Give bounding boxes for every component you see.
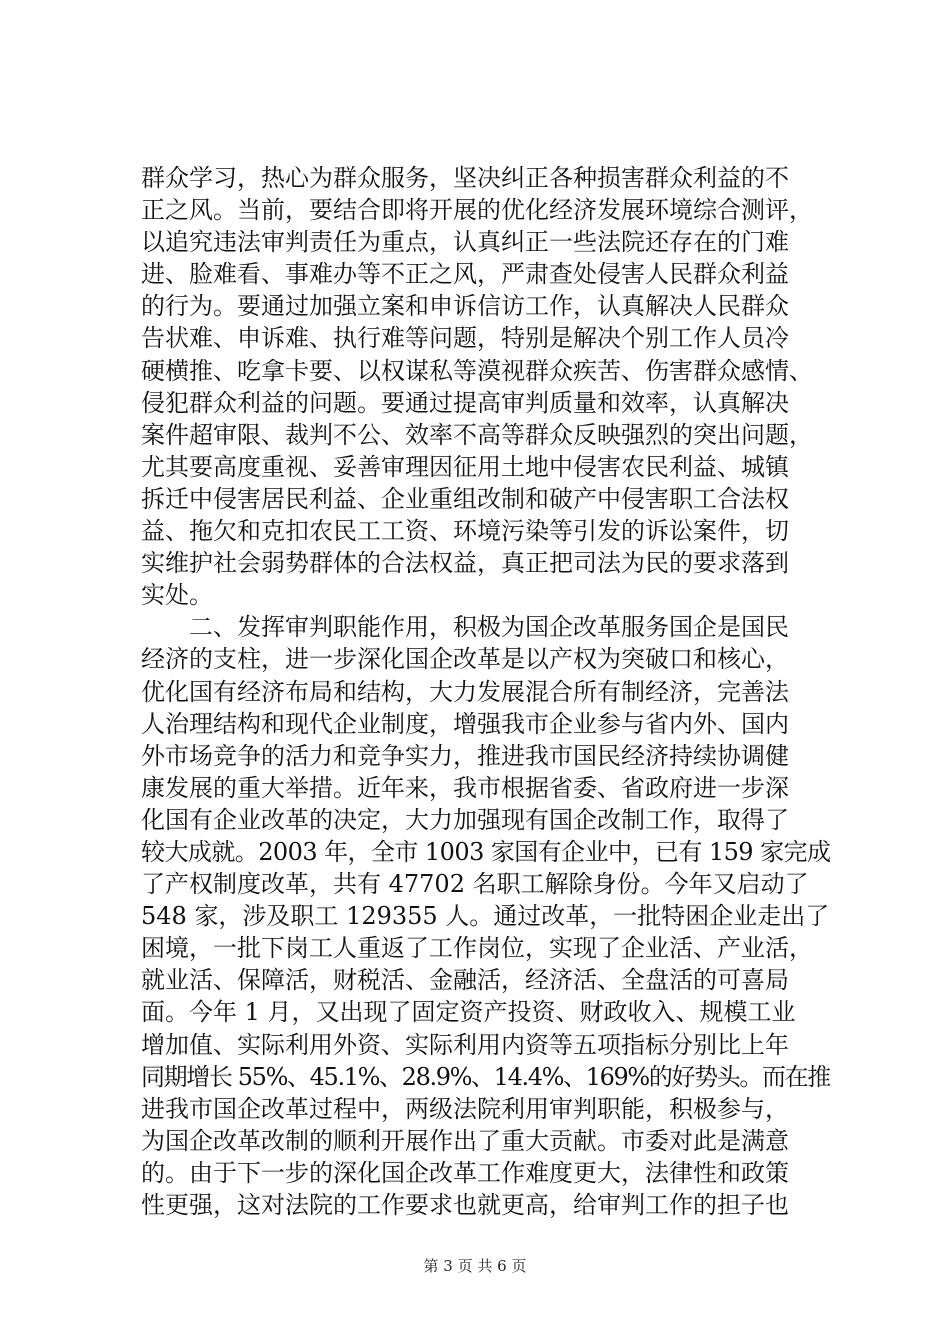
text-line: 益、拖欠和克扣农民工工资、环境污染等引发的诉讼案件，切 xyxy=(141,517,789,546)
text-line: 548 家，涉及职工 129355 人。通过改革，一批特困企业走出了 xyxy=(141,902,830,931)
body-text xyxy=(141,162,831,1221)
text-line: 实维护社会弱势群体的合法权益，真正把司法为民的要求落到 xyxy=(141,549,789,578)
text-line: 经济的支柱，进一步深化国企改革是以产权为突破口和核心， xyxy=(141,645,789,674)
text-line: 尤其要高度重视、妥善审理因征用土地中侵害农民利益、城镇 xyxy=(141,452,789,481)
text-line: 为国企改革改制的顺利开展作出了重大贡献。市委对此是满意 xyxy=(141,1126,789,1155)
text-line: 就业活、保障活，财税活、金融活，经济活、全盘活的可喜局 xyxy=(141,966,789,995)
text-line: 性更强，这对法院的工作要求也就更高，给审判工作的担子也 xyxy=(141,1191,789,1219)
page-footer: 第 3 页 共 6 页 xyxy=(423,1257,527,1275)
text-line: 优化国有经济布局和结构，大力发展混合所有制经济，完善法 xyxy=(141,677,789,706)
text-line: 侵犯群众利益的问题。要通过提高审判质量和效率，认真解决 xyxy=(141,388,789,417)
text-line: 拆迁中侵害居民利益、企业重组改制和破产中侵害职工合法权 xyxy=(141,484,789,513)
text-line: 正之风。当前，要结合即将开展的优化经济发展环境综合测评， xyxy=(141,196,813,225)
text-line: 增加值、实际利用外资、实际利用内资等五项指标分别比上年 xyxy=(141,1030,789,1059)
text-line: 的。由于下一步的深化国企改革工作难度更大，法律性和政策 xyxy=(141,1158,789,1187)
text-line: 进、脸难看、事难办等不正之风，严肃查处侵害人民群众利益 xyxy=(141,260,789,289)
text-line: 告状难、申诉难、执行难等问题，特别是解决个别工作人员冷 xyxy=(141,324,789,353)
text-line: 实处。 xyxy=(141,581,213,610)
text-line: 进我市国企改革过程中，两级法院利用审判职能，积极参与， xyxy=(141,1094,789,1123)
text-line: 面。今年 1 月，又出现了固定资产投资、财政收入、规模工业 xyxy=(141,998,796,1027)
text-line: 案件超审限、裁判不公、效率不高等群众反映强烈的突出问题， xyxy=(141,420,813,449)
text-line: 人治理结构和现代企业制度，增强我市企业参与省内外、国内 xyxy=(141,709,789,738)
text-line: 化国有企业改革的决定，大力加强现有国企改制工作，取得了 xyxy=(141,805,789,834)
text-line: 以追究违法审判责任为重点，认真纠正一些法院还存在的门难 xyxy=(141,228,789,257)
text-line: 外市场竞争的活力和竞争实力，推进我市国民经济持续协调健 xyxy=(141,741,789,770)
text-line: 同期增长 55%、45.1%、28.9%、14.4%、169%的好势头。而在推 xyxy=(141,1062,830,1091)
text-line: 的行为。要通过加强立案和申诉信访工作，认真解决人民群众 xyxy=(141,292,789,321)
text-line: 二、发挥审判职能作用，积极为国企改革服务国企是国民 xyxy=(141,613,789,642)
text-line: 较大成就。2003 年，全市 1003 家国有企业中，已有 159 家完成 xyxy=(141,837,831,866)
text-line: 困境，一批下岗工人重返了工作岗位，实现了企业活、产业活， xyxy=(141,934,813,963)
text-line: 了产权制度改革，共有 47702 名职工解除身份。今年又启动了 xyxy=(141,870,809,899)
text-line: 康发展的重大举措。近年来，我市根据省委、省政府进一步深 xyxy=(141,773,789,802)
text-line: 硬横推、吃拿卡要、以权谋私等漠视群众疾苦、伤害群众感情、 xyxy=(141,356,813,385)
text-line: 群众学习，热心为群众服务，坚决纠正各种损害群众利益的不 xyxy=(141,164,789,192)
